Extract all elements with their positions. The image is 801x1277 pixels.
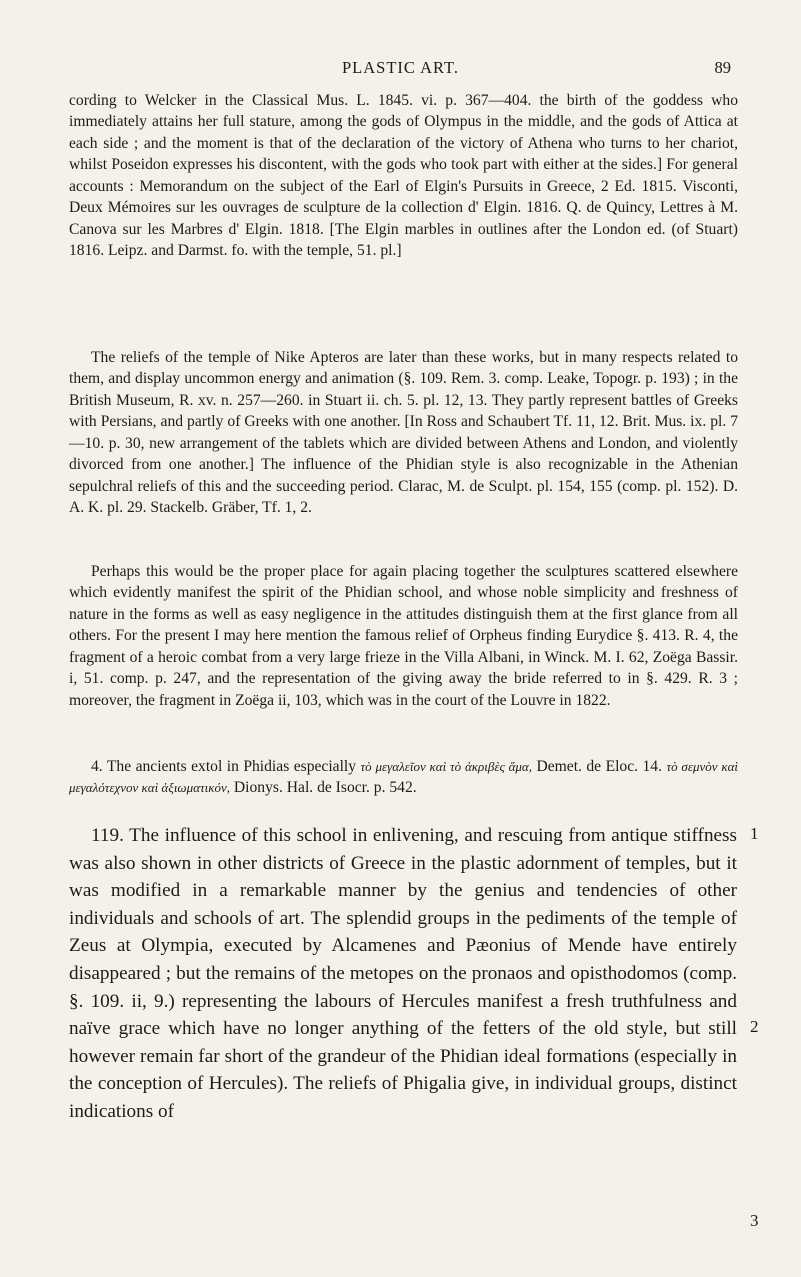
note-text-part: 4. The ancients extol in Phidias especially: [91, 758, 357, 775]
greek-quotation: τὸ μεγαλεῖον καὶ τὸ ἀκριβὲς ἅμα,: [360, 759, 532, 774]
running-title: PLASTIC ART.: [341, 58, 460, 77]
note-text: The reliefs of the temple of Nike Apteros are later than these works, but in many respects related to them, and display uncommon energy and animation (§. 109. Rem. 3. comp. Leake, Topogr. p. 193) ; in the British Museum, R. xv. n. 257—260. in Stuart ii. ch. 5. pl. 12, 13. They partly represent battles of Greeks with Persians, and partly of Greeks with one another. [In Ross and Schaubert Tf. 11, 12. Brit. Mus. ix. pl. 7—10. p. 30, new arrangement of the tablets which are divided between Athens and London, and violently divorced from one another.] The influence of the Phidian style is also recognizable in the Athenian sepulchral reliefs of this and the succeeding period. Clarac, M. de Sculpt. pl. 154, 155 (comp. pl. 152). D. A. K. pl. 29. Stackelb. Gräber, Tf. 1, 2.: [69, 349, 738, 517]
running-head: [70, 58, 731, 80]
note-text-part: Demet. de Eloc. 14.: [536, 758, 662, 775]
note-paragraph: [69, 90, 738, 262]
note-paragraph: [69, 347, 738, 519]
note-paragraph: [69, 561, 738, 711]
note-paragraph: [69, 756, 738, 799]
note-text-part: Dionys. Hal. de Isocr. p. 542.: [233, 779, 417, 797]
note-text: cording to Welcker in the Classical Mus. L. 1845. vi. p. 367—404. the birth of the goddess who immediately attains her full stature, among the gods of Olympus in the middle, and the gods of Attica at each side ; and the moment is that of the declaration of the victory of Athena who turns to her chariot, whilst Poseidon expresses his discontent, with the gods who took part with either at the sides.] For general accounts : Memorandum on the subject of the Earl of Elgin's Pursuits in Greece, 2 Ed. 1815. Visconti, Deux Mémoires sur les ouvrages de sculpture de la collection d' Elgin. 1816. Q. de Quincy, Lettres à M. Canova sur les Marbres d' Elgin. 1818. [The Elgin marbles in outlines after the London ed. (of Stuart) 1816. Leipz. and Darmst. fo. with the temple, 51. pl.]: [69, 92, 738, 260]
margin-number: 2: [750, 1017, 759, 1036]
note-text: Perhaps this would be the proper place for again placing together the sculptures scattered elsewhere which evidently manifest the spirit of the Phidian school, and whose noble simplicity and freshness of nature in the forms as well as easy negligence in the attitudes distinguish them at the first glance from all others. For the present I may here mention the famous relief of Orpheus finding Eurydice §. 413. R. 4, the fragment of a heroic combat from a very large frieze in the Villa Albani, in Winck. M. I. 62, Zoëga Bassir. i, 51. comp. p. 247, and the representation of the giving away the bride referred to in §. 429. R. 3 ; moreover, the fragment in Zoëga ii, 103, which was in the court of the Louvre in 1822.: [69, 563, 738, 709]
section-text: 119. The influence of this school in enlivening, and rescuing from antique stiffness was also shown in other districts of Greece in the plastic adornment of temples, but it was modified in a remarkable manner by the genius and tendencies of other individuals and schools of art. The splendid groups in the pediments of the temple of Zeus at Olympia, executed by Alcamenes and Pæonius of Mende have entirely disappeared ; but the remains of the metopes on the pronaos and opisthodomos (comp. §. 109. ii, 9.) representing the labours of Hercules manifest a fresh truthfulness and naïve grace which have no longer anything of the fetters of the old style, but still however remain far short of the grandeur of the Phidian ideal formations (especially in the conception of Hercules). The reliefs of Phigalia give, in individual groups, distinct indications of: [69, 825, 737, 1122]
section-119: [69, 822, 737, 1126]
margin-number: 3: [750, 1211, 759, 1230]
note-text: [69, 756, 738, 799]
margin-number: 1: [750, 824, 759, 843]
greek-quotation: τὸ σεμνὸν καὶ μεγαλότεχνον καὶ ἀξιωματικόν,: [69, 759, 739, 796]
page-number: 89: [714, 58, 731, 77]
